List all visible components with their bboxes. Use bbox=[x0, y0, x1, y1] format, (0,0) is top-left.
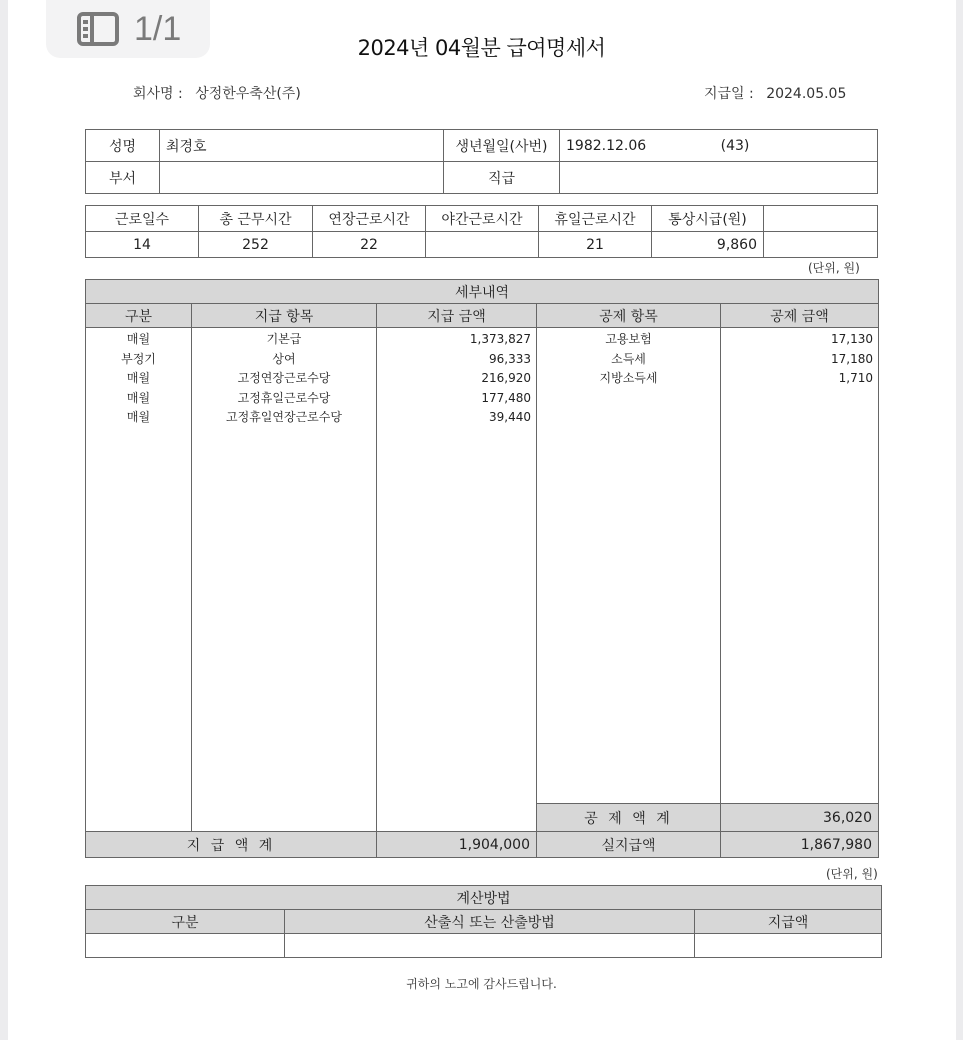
detail-body-row bbox=[86, 328, 879, 804]
deduction-item: 소득세 bbox=[611, 351, 646, 366]
company-label: 회사명 : bbox=[133, 86, 183, 102]
paydate-label: 지급일 : bbox=[704, 86, 754, 102]
age-value: (43) bbox=[720, 137, 750, 154]
work-days: 14 bbox=[86, 232, 199, 258]
calc-row bbox=[86, 934, 882, 958]
info-row bbox=[86, 130, 878, 162]
rank-value bbox=[560, 162, 878, 194]
page-count: 1/1 bbox=[134, 9, 182, 48]
payment-type: 매월 bbox=[126, 371, 151, 385]
detail-header: 공제 항목 bbox=[537, 304, 721, 328]
dept-label: 부서 bbox=[86, 162, 160, 194]
payment-item: 고정연장근로수당 bbox=[237, 371, 331, 385]
calc-cell bbox=[285, 934, 695, 958]
work-hours-table bbox=[85, 205, 878, 258]
payment-item: 고정휴일연장근로수당 bbox=[226, 410, 342, 424]
payment-amount: 39,440 bbox=[489, 410, 531, 424]
payment-amount: 96,333 bbox=[489, 351, 531, 366]
payment-total-value: 1,904,000 bbox=[377, 832, 537, 858]
payment-type: 매월 bbox=[126, 410, 151, 424]
work-header: 휴일근로시간 bbox=[539, 206, 652, 232]
calc-title-row bbox=[86, 886, 882, 910]
deduction-amount-column bbox=[721, 328, 879, 804]
deduction-amount: 17,180 bbox=[831, 351, 873, 366]
payment-item: 상여 bbox=[272, 351, 296, 366]
deduction-item: 지방소득세 bbox=[599, 371, 658, 385]
payment-item: 고정휴일근로수당 bbox=[237, 390, 331, 405]
deduction-item: 고용보험 bbox=[605, 332, 652, 346]
payment-type: 매월 bbox=[126, 390, 151, 405]
total-hours: 252 bbox=[199, 232, 313, 258]
work-value-row bbox=[86, 232, 878, 258]
hourly-wage: 9,860 bbox=[652, 232, 764, 258]
detail-header: 구분 bbox=[86, 304, 192, 328]
deduction-total-label: 공 제 액 계 bbox=[537, 804, 721, 832]
payment-amount-column bbox=[377, 328, 537, 832]
payment-type-column bbox=[86, 328, 192, 832]
work-header: 통상시급(원) bbox=[652, 206, 764, 232]
calc-header: 지급액 bbox=[695, 910, 882, 934]
calc-cell bbox=[695, 934, 882, 958]
dept-value bbox=[160, 162, 444, 194]
payment-amount: 1,373,827 bbox=[469, 332, 531, 346]
info-row bbox=[86, 162, 878, 194]
paydate-value: 2024.05.05 bbox=[766, 86, 847, 102]
payment-type: 부정기 bbox=[121, 351, 156, 366]
employee-info-table bbox=[85, 129, 878, 194]
birth-value: 1982.12.06 bbox=[566, 137, 647, 154]
deduction-total-value: 36,020 bbox=[721, 804, 879, 832]
net-pay-label: 실지급액 bbox=[537, 832, 721, 858]
calc-header: 산출식 또는 산출방법 bbox=[285, 910, 695, 934]
calc-header: 구분 bbox=[86, 910, 285, 934]
work-header-row bbox=[86, 206, 878, 232]
detail-header-row bbox=[86, 304, 879, 328]
company-line bbox=[133, 83, 301, 103]
detail-section-title: 세부내역 bbox=[86, 280, 879, 304]
deduction-item-column bbox=[537, 328, 721, 804]
name-value: 최경호 bbox=[160, 130, 444, 162]
birth-label: 생년월일(사번) bbox=[444, 130, 560, 162]
detail-header: 공제 금액 bbox=[721, 304, 879, 328]
detail-title-row bbox=[86, 280, 879, 304]
work-header: 총 근무시간 bbox=[199, 206, 313, 232]
detail-header: 지급 금액 bbox=[377, 304, 537, 328]
payment-total-row bbox=[86, 832, 879, 858]
work-header: 연장근로시간 bbox=[313, 206, 426, 232]
payment-amount: 177,480 bbox=[481, 390, 531, 405]
paydate-line bbox=[704, 83, 846, 103]
calc-cell bbox=[86, 934, 285, 958]
company-name: 상정한우축산(주) bbox=[195, 86, 301, 102]
deduction-amount: 1,710 bbox=[838, 371, 873, 385]
pay-detail-table bbox=[85, 279, 879, 858]
payment-item-column bbox=[192, 328, 377, 832]
payment-amount: 216,920 bbox=[481, 371, 531, 385]
work-header bbox=[764, 206, 878, 232]
holiday-hours: 21 bbox=[539, 232, 652, 258]
thanks-note: 귀하의 노고에 감사드립니다. bbox=[406, 977, 557, 991]
rank-label: 직급 bbox=[444, 162, 560, 194]
work-header: 근로일수 bbox=[86, 206, 199, 232]
night-hours bbox=[426, 232, 539, 258]
payment-type: 매월 bbox=[126, 332, 151, 346]
payment-item: 기본급 bbox=[266, 332, 302, 346]
calculation-method-table bbox=[85, 885, 882, 958]
birth-cell bbox=[560, 130, 878, 162]
payment-total-label: 지 급 액 계 bbox=[86, 832, 377, 858]
document-title: 2024년 04월분 급여명세서 bbox=[357, 36, 606, 60]
detail-header: 지급 항목 bbox=[192, 304, 377, 328]
net-pay-value: 1,867,980 bbox=[721, 832, 879, 858]
calc-title: 계산방법 bbox=[86, 886, 882, 910]
unit-note: (단위, 원) bbox=[808, 261, 860, 275]
work-extra bbox=[764, 232, 878, 258]
deduction-amount: 17,130 bbox=[831, 332, 873, 346]
calc-header-row bbox=[86, 910, 882, 934]
work-header: 야간근로시간 bbox=[426, 206, 539, 232]
unit-note: (단위, 원) bbox=[826, 867, 878, 881]
overtime-hours: 22 bbox=[313, 232, 426, 258]
name-label: 성명 bbox=[86, 130, 160, 162]
